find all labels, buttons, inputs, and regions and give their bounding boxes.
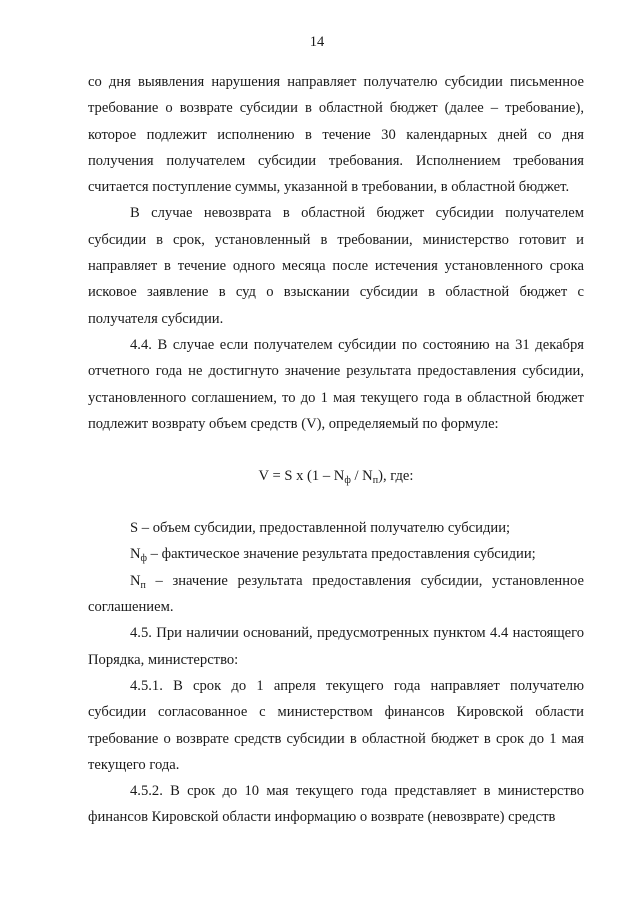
definition-nf-text: – фактическое значение результата предоставления субсидии; (147, 546, 536, 563)
paragraph-4-5-1: 4.5.1. В срок до 1 апреля текущего года направляет получателю субсидии согласованное с министерством финансов Кировской области требование о возврате средств субсидии в областной бюджет в срок до 1 мая текущего года. (88, 677, 584, 773)
definition-np (88, 568, 584, 621)
formula-sub-f: ф (344, 475, 351, 487)
formula-sub-p: п (372, 475, 379, 487)
paragraph-4-5-2: 4.5.2. В срок до 10 мая текущего года представляет в министерство финансов Кировской области информацию о возврате (невозврате) средств (88, 783, 584, 826)
paragraph-nonreturn: В случае невозврата в областной бюджет субсидии получателем субсидии в срок, установленный в требовании, министерство готовит и направляет в течение одного месяца после истечения установленного срока исковое заявление в суд о взыскании субсидии в областной бюджет с получателя субсидии. (88, 205, 584, 327)
definition-np-symbol: N (130, 572, 141, 589)
formula-lhs: V = S x (1 – N (258, 468, 345, 485)
definition-np-text: – значение результата предоставления субсидии, установленное соглашением. (88, 572, 584, 616)
formula-mid: / N (350, 468, 373, 485)
definition-nf (88, 541, 584, 567)
paragraph-4-4: 4.4. В случае если получателем субсидии по состоянию на 31 декабря отчетного года не достигнуто значение результата предоставления субсидии, установленного соглашением, то до 1 мая текущего года в областной бюджет подлежит возврату объем средств (V), определяемый по формуле: (88, 336, 584, 432)
definition-nf-sub: ф (140, 553, 148, 565)
document-body (88, 69, 584, 831)
formula (88, 463, 584, 489)
formula-rhs: ), где: (378, 468, 414, 485)
paragraph-4-5: 4.5. При наличии оснований, предусмотренных пунктом 4.4 настоящего Порядка, министерство: (88, 625, 584, 668)
paragraph-continuation: со дня выявления нарушения направляет получателю субсидии письменное требование о возврате субсидии в областной бюджет (далее – требование), которое подлежит исполнению в течение 30 календарных дней со дня получения получателем субсидии требования. Исполнением требования считается поступление суммы, указанной в требовании, в областной бюджет. (88, 74, 584, 196)
page-number: 14 (309, 34, 325, 50)
definition-nf-symbol: N (130, 546, 141, 563)
definition-s: S – объем субсидии, предоставленной получателю субсидии; (130, 520, 511, 537)
definition-np-sub: п (140, 579, 146, 591)
